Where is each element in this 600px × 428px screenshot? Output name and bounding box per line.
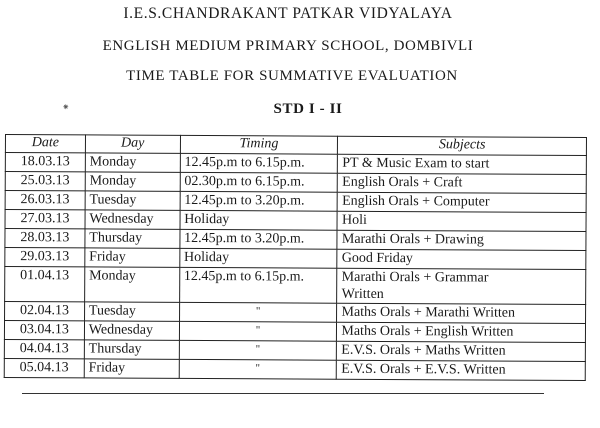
cell-date: 03.04.13 bbox=[4, 321, 84, 340]
cell-day: Friday bbox=[85, 248, 180, 267]
cell-subjects: Maths Orals + English Written bbox=[337, 322, 586, 342]
column-header-timing: Timing bbox=[180, 135, 338, 154]
cell-day: Friday bbox=[84, 359, 179, 378]
cell-date: 02.04.13 bbox=[5, 302, 85, 321]
cell-timing: 12.45p.m to 6.15p.m. bbox=[179, 267, 337, 303]
cell-day: Monday bbox=[84, 267, 179, 302]
cell-timing-ditto: " bbox=[179, 359, 337, 379]
table-row bbox=[5, 267, 586, 305]
cell-timing: 12.45p.m to 3.20p.m. bbox=[180, 191, 338, 211]
cell-timing-ditto: " bbox=[179, 302, 337, 322]
cell-day: Wednesday bbox=[84, 321, 179, 340]
column-header-day: Day bbox=[85, 135, 180, 153]
cell-date: 01.04.13 bbox=[5, 267, 85, 302]
cell-day: Monday bbox=[85, 172, 180, 191]
cell-date: 25.03.13 bbox=[5, 172, 85, 191]
cell-date: 27.03.13 bbox=[5, 210, 85, 229]
cell-timing-ditto: " bbox=[179, 340, 337, 360]
cell-day: Thursday bbox=[85, 229, 180, 248]
cell-timing: 02.30p.m to 6.15p.m. bbox=[180, 172, 338, 192]
school-name: I.E.S.CHANDRAKANT PATKAR VIDYALAYA bbox=[123, 5, 453, 22]
cell-subjects: PT & Music Exam to start bbox=[338, 154, 587, 174]
cell-date: 04.04.13 bbox=[4, 339, 84, 358]
cell-timing-ditto: " bbox=[179, 321, 337, 341]
cell-subjects: Maths Orals + Marathi Written bbox=[337, 303, 586, 323]
cell-subjects: Marathi Orals + Drawing bbox=[337, 230, 586, 250]
cell-timing: 12.45p.m to 3.20p.m. bbox=[180, 229, 338, 249]
column-header-subjects: Subjects bbox=[338, 136, 587, 155]
cell-day: Thursday bbox=[84, 340, 179, 359]
column-header-date: Date bbox=[5, 135, 85, 153]
cell-timing: 12.45p.m to 6.15p.m. bbox=[180, 153, 338, 173]
school-section: ENGLISH MEDIUM PRIMARY SCHOOL, DOMBIVLI bbox=[102, 38, 474, 54]
cell-timing: Holiday bbox=[180, 210, 338, 230]
scan-speck-icon: ⁕ bbox=[62, 103, 70, 113]
cell-subjects: Holi bbox=[337, 211, 586, 231]
table-row bbox=[4, 358, 585, 380]
cell-day: Wednesday bbox=[85, 210, 180, 229]
cell-subjects-line2: Written bbox=[341, 286, 384, 302]
timetable bbox=[4, 134, 587, 381]
cell-subjects: English Orals + Craft bbox=[338, 173, 587, 193]
cell-day: Tuesday bbox=[85, 191, 180, 210]
cell-subjects bbox=[337, 268, 586, 304]
cell-day: Monday bbox=[85, 153, 180, 172]
cell-subjects: English Orals + Computer bbox=[338, 192, 587, 212]
standard-label: STD I - II bbox=[273, 101, 343, 117]
cell-timing: Holiday bbox=[179, 248, 337, 268]
cell-date: 18.03.13 bbox=[5, 153, 85, 172]
cell-date: 28.03.13 bbox=[5, 229, 85, 248]
cell-subjects: Good Friday bbox=[337, 249, 586, 269]
bottom-divider bbox=[22, 393, 544, 394]
cell-subjects: E.V.S. Orals + Maths Written bbox=[337, 341, 586, 361]
cell-date: 26.03.13 bbox=[5, 191, 85, 210]
cell-date: 29.03.13 bbox=[5, 248, 85, 267]
cell-date: 05.04.13 bbox=[4, 358, 84, 377]
cell-day: Tuesday bbox=[84, 302, 179, 321]
document-title: TIME TABLE FOR SUMMATIVE EVALUATION bbox=[126, 68, 458, 84]
cell-subjects: E.V.S. Orals + E.V.S. Written bbox=[337, 360, 586, 380]
cell-subjects-line1: Marathi Orals + Grammar bbox=[341, 269, 489, 286]
